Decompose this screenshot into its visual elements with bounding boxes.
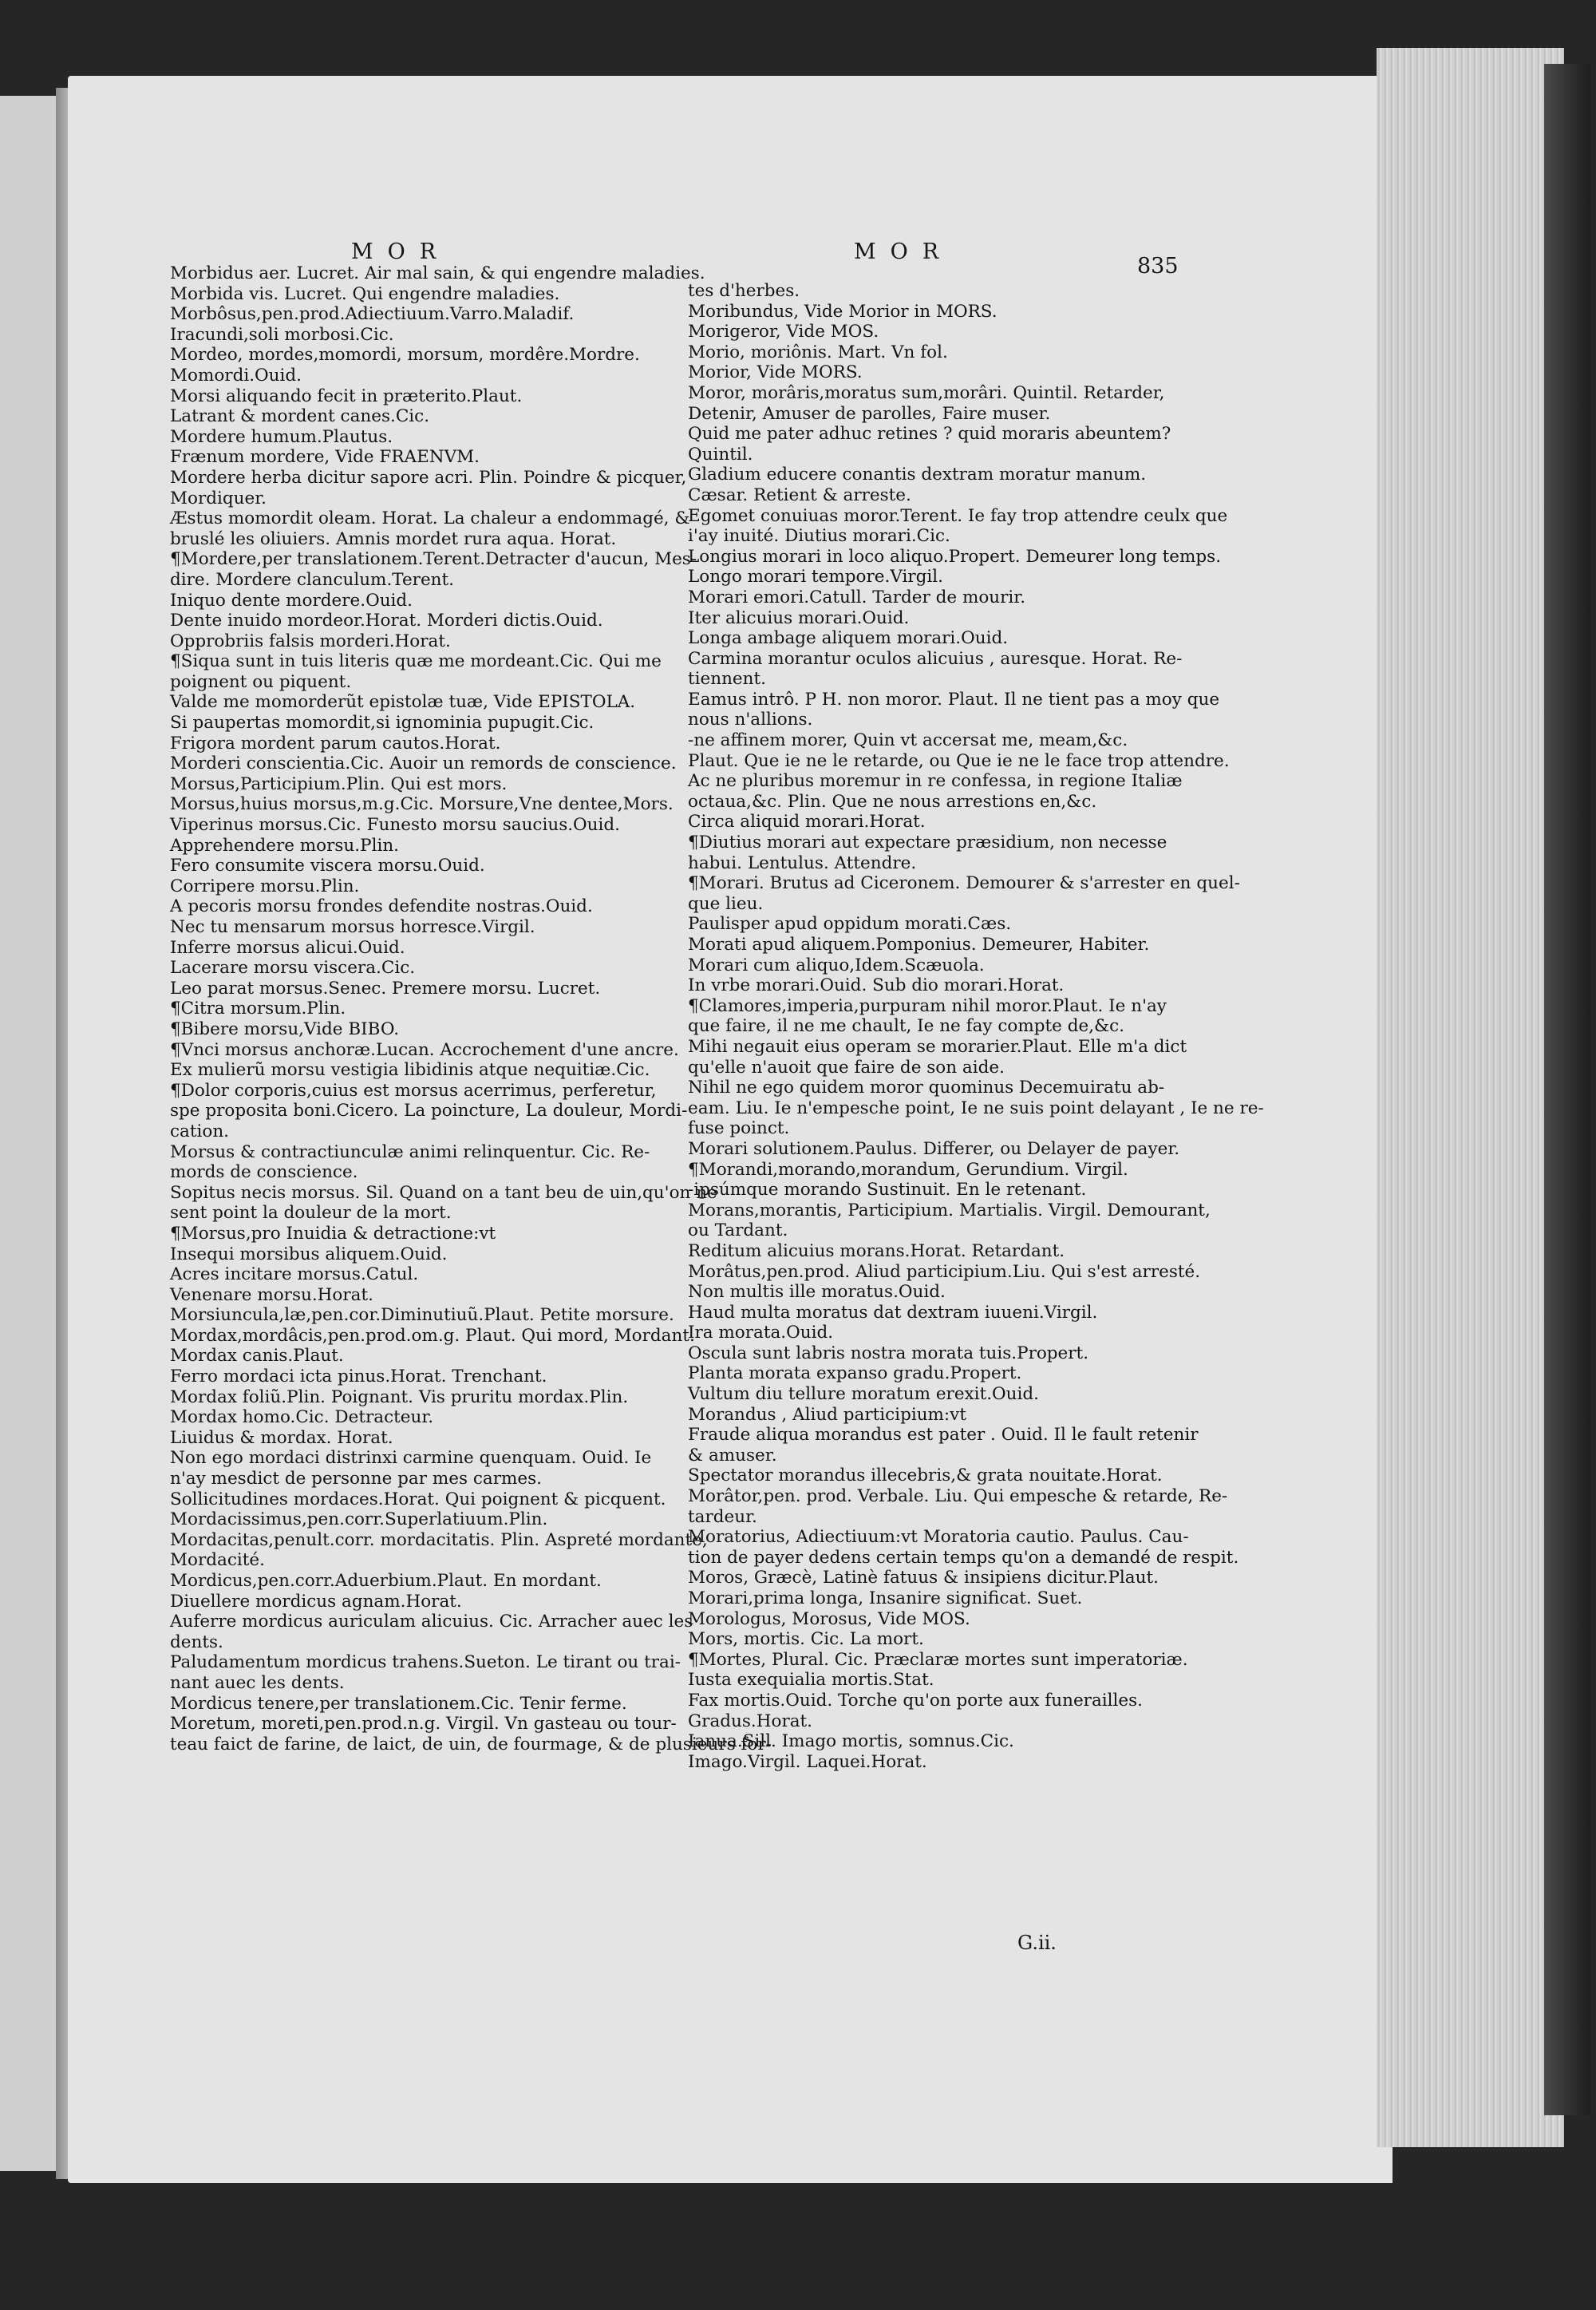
running-head-right: MOR: [854, 239, 954, 264]
dictionary-line: spe proposita boni.Cicero. La poincture, La douleur, Mordi-: [170, 1101, 688, 1121]
dictionary-line: Ferro mordaci icta pinus.Horat. Trenchant.: [170, 1367, 547, 1387]
dictionary-line: Moros, Græcè, Latinè fatuus & insipiens dicitur.Plaut.: [688, 1568, 1159, 1588]
dictionary-line: Mordax foliũ.Plin. Poignant. Vis pruritu mordax.Plin.: [170, 1386, 629, 1407]
dictionary-line: Fero consumite viscera morsu.Ouid.: [170, 856, 485, 876]
dictionary-line: ¶Dolor corporis,cuius est morsus acerrimus, perferetur,: [170, 1080, 657, 1101]
dictionary-line: Morsiuncula,læ,pen.cor.Diminutiuũ.Plaut. Petite morsure.: [170, 1305, 674, 1326]
dictionary-line: ¶Bibere morsu,Vide BIBO.: [170, 1019, 400, 1039]
dictionary-line: Mordicus tenere,per translationem.Cic. Tenir ferme.: [170, 1693, 627, 1714]
dictionary-line: Circa aliquid morari.Horat.: [688, 812, 926, 833]
dictionary-line: Morari solutionem.Paulus. Differer, ou Delayer de payer.: [688, 1138, 1180, 1159]
dictionary-line: Venenare morsu.Horat.: [170, 1284, 373, 1305]
dictionary-line: Gladium educere conantis dextram moratur manum.: [688, 465, 1147, 485]
dictionary-line: Mordere humum.Plautus.: [170, 426, 393, 447]
dictionary-line: Inferre morsus alicui.Ouid.: [170, 937, 405, 958]
dictionary-line: Ex mulierũ morsu vestigia libidinis atque nequitiæ.Cic.: [170, 1060, 650, 1081]
dictionary-line: ¶Mordere,per translationem.Terent.Detracter d'aucun, Mes-: [170, 549, 697, 570]
dictionary-line: Longo morari tempore.Virgil.: [688, 567, 943, 587]
dictionary-line: que faire, il ne me chault, Ie ne fay compte de,&c.: [688, 1016, 1125, 1037]
dictionary-line: ¶Clamores,imperia,purpuram nihil moror.Plaut. Ie n'ay: [688, 995, 1167, 1016]
dictionary-line: Mordax canis.Plaut.: [170, 1346, 344, 1367]
dictionary-line: Acres incitare morsus.Catul.: [170, 1264, 419, 1285]
dictionary-line: ¶Mortes, Plural. Cic. Præclaræ mortes sunt imperatoriæ.: [688, 1649, 1188, 1670]
dictionary-line: Fax mortis.Ouid. Torche qu'on porte aux funerailles.: [688, 1690, 1143, 1711]
dictionary-line: teau faict de farine, de laict, de uin, de fourmage, & de plusieurs for-: [170, 1734, 772, 1754]
dictionary-line: Insequi morsibus aliquem.Ouid.: [170, 1244, 448, 1264]
dictionary-line: Viperinus morsus.Cic. Funesto morsu saucius.Ouid.: [170, 815, 621, 836]
dictionary-line: eam. Liu. Ie n'empesche point, Ie ne suis point delayant , Ie ne re-: [688, 1098, 1264, 1118]
dictionary-line: n'ay mesdict de personne par mes carmes.: [170, 1469, 542, 1489]
dictionary-line: ¶Vnci morsus anchoræ.Lucan. Accrochement d'une ancre.: [170, 1039, 679, 1060]
dictionary-line: cation.: [170, 1121, 230, 1141]
dictionary-line: Vultum diu tellure moratum erexit.Ouid.: [688, 1384, 1039, 1405]
dictionary-line: Morbida vis. Lucret. Qui engendre maladies.: [170, 283, 560, 304]
dictionary-line: Fraude aliqua morandus est pater . Ouid. Il le fault retenir: [688, 1425, 1199, 1446]
dictionary-line: Dente inuido mordeor.Horat. Morderi dictis.Ouid.: [170, 611, 603, 631]
dictionary-line: Morsus & contractiunculæ animi relinquentur. Cic. Re-: [170, 1141, 650, 1162]
dictionary-line: habui. Lentulus. Attendre.: [688, 852, 917, 873]
dictionary-line: Morigeror, Vide MOS.: [688, 322, 879, 342]
dictionary-line: Mordiquer.: [170, 488, 267, 508]
dictionary-line: tardeur.: [688, 1506, 757, 1527]
book-cover: [1544, 64, 1590, 2115]
dictionary-line: bruslé les oliuiers. Amnis mordet rura aqua. Horat.: [170, 528, 617, 549]
dictionary-line: Mordeo, mordes,momordi, morsum, mordêre.Mordre.: [170, 345, 640, 366]
dictionary-line: Morsus,huius morsus,m.g.Cic. Morsure,Vne dentee,Mors.: [170, 794, 674, 815]
dictionary-line: Moratorius, Adiectiuum:vt Moratoria cautio. Paulus. Cau-: [688, 1527, 1189, 1548]
dictionary-line: Paludamentum mordicus trahens.Sueton. Le tirant ou trai-: [170, 1652, 681, 1673]
dictionary-line: Morsus,Participium.Plin. Qui est mors.: [170, 773, 508, 794]
dictionary-line: i'ay inuité. Diutius morari.Cic.: [688, 526, 950, 547]
dictionary-line: tiennent.: [688, 669, 766, 690]
dictionary-line: Mordacissimus,pen.corr.Superlatiuum.Plin.: [170, 1509, 548, 1530]
dictionary-line: Sollicitudines mordaces.Horat. Qui poignent & picquent.: [170, 1489, 666, 1509]
dictionary-line: Mordax homo.Cic. Detracteur.: [170, 1407, 434, 1428]
dictionary-line: Morari cum aliquo,Idem.Scæuola.: [688, 955, 985, 975]
dictionary-line: Nec tu mensarum morsus horresce.Virgil.: [170, 917, 535, 937]
dictionary-line: Morâtus,pen.prod. Aliud participium.Liu. Qui s'est arresté.: [688, 1261, 1201, 1282]
dictionary-line: Corripere morsu.Plin.: [170, 876, 360, 896]
dictionary-line: ¶Morandi,morando,morandum, Gerundium. Virgil.: [688, 1159, 1128, 1180]
dictionary-line: Morans,morantis, Participium. Martialis. Virgil. Demourant,: [688, 1200, 1211, 1220]
dictionary-line: Æstus momordit oleam. Horat. La chaleur a endommagé, &: [170, 508, 690, 529]
dictionary-line: Gradus.Horat.: [688, 1711, 813, 1731]
dictionary-line: nous n'allions.: [688, 710, 813, 730]
dictionary-line: fuse poinct.: [688, 1118, 790, 1139]
running-head-left: MOR: [351, 239, 451, 264]
dictionary-line: Non multis ille moratus.Ouid.: [688, 1282, 946, 1303]
dictionary-line: nant auec les dents.: [170, 1672, 345, 1693]
dictionary-line: poignent ou piquent.: [170, 671, 352, 692]
dictionary-line: Mordicus,pen.corr.Aduerbium.Plaut. En mordant.: [170, 1571, 602, 1591]
dictionary-line: mords de conscience.: [170, 1162, 358, 1183]
dictionary-line: ¶Citra morsum.Plin.: [170, 999, 346, 1019]
dictionary-line: Moribundus, Vide Morior in MORS.: [688, 301, 998, 322]
left-page-edge: [0, 96, 64, 2171]
dictionary-line: Iniquo dente mordere.Ouid.: [170, 590, 413, 611]
dictionary-line: Carmina morantur oculos alicuius , auresque. Horat. Re-: [688, 648, 1183, 669]
dictionary-line: Mihi negauit eius operam se morarier.Plaut. Elle m'a dict: [688, 1036, 1187, 1057]
page-block-edge: [1377, 48, 1564, 2147]
dictionary-line: Morâtor,pen. prod. Verbale. Liu. Qui empesche & retarde, Re-: [688, 1486, 1228, 1507]
dictionary-line: Plaut. Que ie ne le retarde, ou Que ie ne le face trop attendre.: [688, 750, 1230, 771]
dictionary-line: Morologus, Morosus, Vide MOS.: [688, 1608, 970, 1629]
dictionary-line: Lacerare morsu viscera.Cic.: [170, 958, 416, 979]
dictionary-line: Morbidus aer. Lucret. Air mal sain, & qui engendre maladies.: [170, 263, 705, 283]
dictionary-line: Moretum, moreti,pen.prod.n.g. Virgil. Vn gasteau ou tour-: [170, 1714, 677, 1734]
dictionary-line: Mordacité.: [170, 1550, 265, 1571]
dictionary-line: Non ego mordaci distrinxi carmine quenquam. Ouid. Ie: [170, 1448, 652, 1469]
dictionary-line: Eamus intrô. P H. non moror. Plaut. Il ne tient pas a moy que: [688, 689, 1220, 710]
dictionary-line: Morio, moriônis. Mart. Vn fol.: [688, 342, 948, 362]
dictionary-line: Morati apud aliquem.Pomponius. Demeurer, Habiter.: [688, 935, 1150, 955]
dictionary-line: Morsi aliquando fecit in præterito.Plaut.: [170, 386, 523, 406]
dictionary-line: ou Tardant.: [688, 1220, 788, 1241]
dictionary-line: Longa ambage aliquem morari.Ouid.: [688, 628, 1009, 649]
dictionary-line: Morandus , Aliud participium:vt: [688, 1404, 966, 1425]
dictionary-line: Morior, Vide MORS.: [688, 362, 863, 383]
dictionary-line: Imago.Virgil. Laquei.Horat.: [688, 1751, 927, 1772]
page-number: 835: [1137, 254, 1179, 279]
dictionary-line: A pecoris morsu frondes defendite nostras.Ouid.: [170, 896, 593, 917]
dictionary-line: Diuellere mordicus agnam.Horat.: [170, 1591, 462, 1612]
dictionary-line: Morari,prima longa, Insanire significat. Suet.: [688, 1588, 1083, 1608]
dictionary-line: tion de payer dedens certain temps qu'on a demandé de respit.: [688, 1547, 1239, 1568]
dictionary-line: Momordi.Ouid.: [170, 365, 302, 386]
dictionary-line: In vrbe morari.Ouid. Sub dio morari.Horat.: [688, 975, 1065, 996]
dictionary-line: Cæsar. Retient & arreste.: [688, 485, 911, 505]
dictionary-line: Planta morata expanso gradu.Propert.: [688, 1363, 1022, 1384]
signature-mark: G.ii.: [1017, 1932, 1057, 1954]
dictionary-line: Mordacitas,penult.corr. mordacitatis. Plin. Aspreté mordante,: [170, 1529, 708, 1550]
dictionary-line: Apprehendere morsu.Plin.: [170, 835, 400, 856]
dictionary-line: Morbôsus,pen.prod.Adiectiuum.Varro.Maladif.: [170, 304, 575, 325]
dictionary-line: Oscula sunt labris nostra morata tuis.Propert.: [688, 1343, 1089, 1363]
dictionary-line: Liuidus & mordax. Horat.: [170, 1427, 393, 1448]
dictionary-line: Paulisper apud oppidum morati.Cæs.: [688, 914, 1012, 935]
dictionary-line: sent point la douleur de la mort.: [170, 1203, 452, 1224]
dictionary-line: Quintil.: [688, 444, 753, 465]
dictionary-line: Frigora mordent parum cautos.Horat.: [170, 733, 501, 754]
dictionary-line: ¶Siqua sunt in tuis literis quæ me mordeant.Cic. Qui me: [170, 651, 662, 672]
dictionary-line: Leo parat morsus.Senec. Premere morsu. Lucret.: [170, 978, 601, 999]
dictionary-line: Frænum mordere, Vide FRAENVM.: [170, 447, 480, 468]
dictionary-line: Mordere herba dicitur sapore acri. Plin. Poindre & picquer,: [170, 467, 687, 488]
dictionary-line: Morderi conscientia.Cic. Auoir un remords de conscience.: [170, 754, 677, 774]
dictionary-line: -ne affinem morer, Quin vt accersat me, meam,&c.: [688, 730, 1128, 751]
dictionary-line: Sopitus necis morsus. Sil. Quand on a tant beu de uin,qu'on ne: [170, 1182, 717, 1203]
dictionary-line: dire. Mordere clanculum.Terent.: [170, 569, 454, 590]
dictionary-line: ¶Morari. Brutus ad Ciceronem. Demourer & s'arrester en quel-: [688, 873, 1240, 894]
dictionary-line: Nihil ne ego quidem moror quominus Decemuiratu ab-: [688, 1078, 1165, 1098]
dictionary-line: Iter alicuius morari.Ouid.: [688, 607, 910, 628]
dictionary-line: & amuser.: [688, 1445, 777, 1466]
dictionary-line: Longius morari in loco aliquo.Propert. Demeurer long temps.: [688, 546, 1222, 567]
dictionary-line: Opprobriis falsis morderi.Horat.: [170, 631, 451, 651]
dictionary-line: Iusta exequialia mortis.Stat.: [688, 1670, 934, 1691]
dictionary-line: dents.: [170, 1632, 223, 1652]
dictionary-line: Ac ne pluribus moremur in re confessa, in regione Italiæ: [688, 771, 1183, 792]
dictionary-line: Iracundi,soli morbosi.Cic.: [170, 324, 394, 345]
dictionary-line: Valde me momorderũt epistolæ tuæ, Vide EPISTOLA.: [170, 692, 636, 713]
dictionary-line: -ipsúmque morando Sustinuit. En le retenant.: [688, 1180, 1087, 1200]
dictionary-line: Egomet conuiuas moror.Terent. Ie fay trop attendre ceulx que: [688, 505, 1228, 526]
dictionary-line: ¶Morsus,pro Inuidia & detractione:vt: [170, 1223, 496, 1244]
dictionary-line: Mors, mortis. Cic. La mort.: [688, 1629, 924, 1650]
dictionary-line: Detenir, Amuser de parolles, Faire muser.: [688, 403, 1051, 424]
dictionary-line: Morari emori.Catull. Tarder de mourir.: [688, 587, 1026, 607]
dictionary-line: qu'elle n'auoit que faire de son aide.: [688, 1057, 1005, 1078]
dictionary-line: Ira morata.Ouid.: [688, 1323, 834, 1343]
right-column: [688, 281, 1264, 1772]
dictionary-line: Mordax,mordâcis,pen.prod.om.g. Plaut. Qui mord, Mordant.: [170, 1325, 695, 1346]
dictionary-line: ¶Diutius morari aut expectare præsidium, non necesse: [688, 833, 1167, 853]
dictionary-line: Ianua.Sill. Imago mortis, somnus.Cic.: [688, 1731, 1014, 1752]
dictionary-line: octaua,&c. Plin. Que ne nous arrestions en,&c.: [688, 791, 1097, 812]
dictionary-line: que lieu.: [688, 893, 764, 914]
dictionary-line: Si paupertas momordit,si ignominia pupugit.Cic.: [170, 713, 595, 734]
dictionary-line: Auferre mordicus auriculam alicuius. Cic. Arracher auec les: [170, 1612, 693, 1632]
dictionary-line: Quid me pater adhuc retines ? quid moraris abeuntem?: [688, 424, 1171, 445]
dictionary-line: Reditum alicuius morans.Horat. Retardant.: [688, 1240, 1065, 1261]
dictionary-line: Haud multa moratus dat dextram iuueni.Virgil.: [688, 1302, 1098, 1323]
dictionary-line: Moror, morâris,moratus sum,morâri. Quintil. Retarder,: [688, 382, 1165, 403]
dictionary-line: Latrant & mordent canes.Cic.: [170, 406, 430, 427]
dictionary-line: tes d'herbes.: [688, 281, 800, 301]
dictionary-line: Spectator morandus illecebris,& grata nouitate.Horat.: [688, 1466, 1163, 1486]
